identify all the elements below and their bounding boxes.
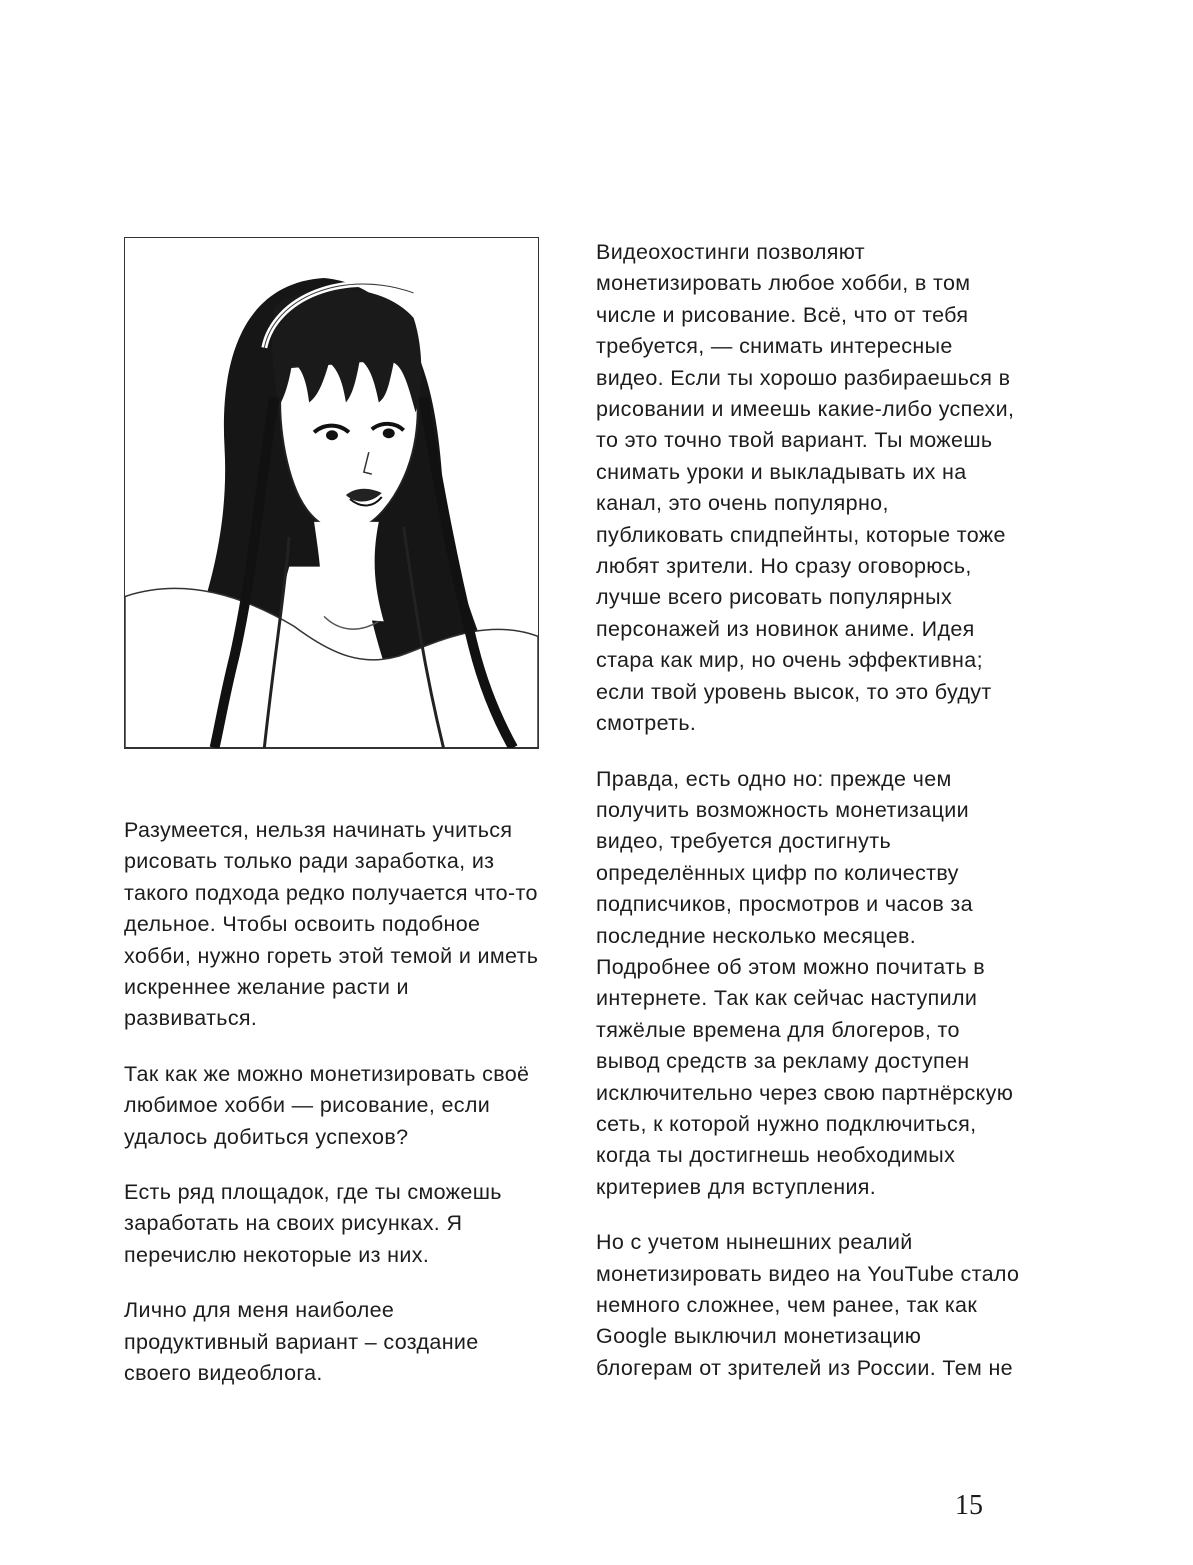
page-number: 15 <box>955 1490 983 1521</box>
paragraph: Правда, есть одно но: прежде чем получить возможность монетизации видео, требуется достигнуть определённых цифр по количеству подписчиков, просмотров и часов за последние несколько месяцев. Подробнее об этом можно почитать в интернете. Так как сейчас наступили тяжёлые времена для блогеров, то вывод средств за рекламу доступен исключительно через свою партнёрскую сеть, к которой нужно подключиться, когда ты достигнешь необходимых критериев для вступления. <box>596 766 1014 1199</box>
left-text-column <box>124 815 544 1414</box>
portrait-illustration <box>124 237 539 749</box>
paragraph: Видеохостинги позволяют монетизировать любое хобби, в том числе и рисование. Всё, что от тебя требуется, — снимать интересные видео. Если ты хорошо разбираешься в рисовании и имеешь какие-либо успехи, то это точно твой вариант. Ты можешь снимать уроки и выкладывать их на канал, это очень популярно, публиковать спидпейнты, которые тоже любят зрители. Но сразу оговорюсь, лучше всего рисовать популярных персонажей из новинок аниме. Идея стара как мир, но очень эффективна; если твой уровень высок, то это будут смотреть. <box>596 240 1015 736</box>
paragraph: Разумеется, нельзя начинать учиться рисовать только ради заработка, из такого подхода редко получается что-то дельное. Чтобы освоить подобное хобби, нужно гореть этой темой и иметь искреннее желание расти и развиваться. <box>124 818 539 1031</box>
right-text-column <box>596 237 1021 1408</box>
paragraph: Есть ряд площадок, где ты сможешь заработать на своих рисунках. Я перечислю некоторые из них. <box>124 1180 502 1267</box>
paragraph: Так как же можно монетизировать своё любимое хобби — рисование, если удалось добиться успехов? <box>124 1061 530 1149</box>
paragraph: Но с учетом нынешних реалий монетизировать видео на YouTube стало немного сложнее, чем ранее, так как Google выключил монетизацию блогерам от зрителей из России. Тем не <box>596 1230 1020 1380</box>
paragraph: Лично для меня наиболее продуктивный вариант – создание своего видеоблога. <box>124 1298 479 1386</box>
portrait-sketch-icon <box>125 238 538 748</box>
